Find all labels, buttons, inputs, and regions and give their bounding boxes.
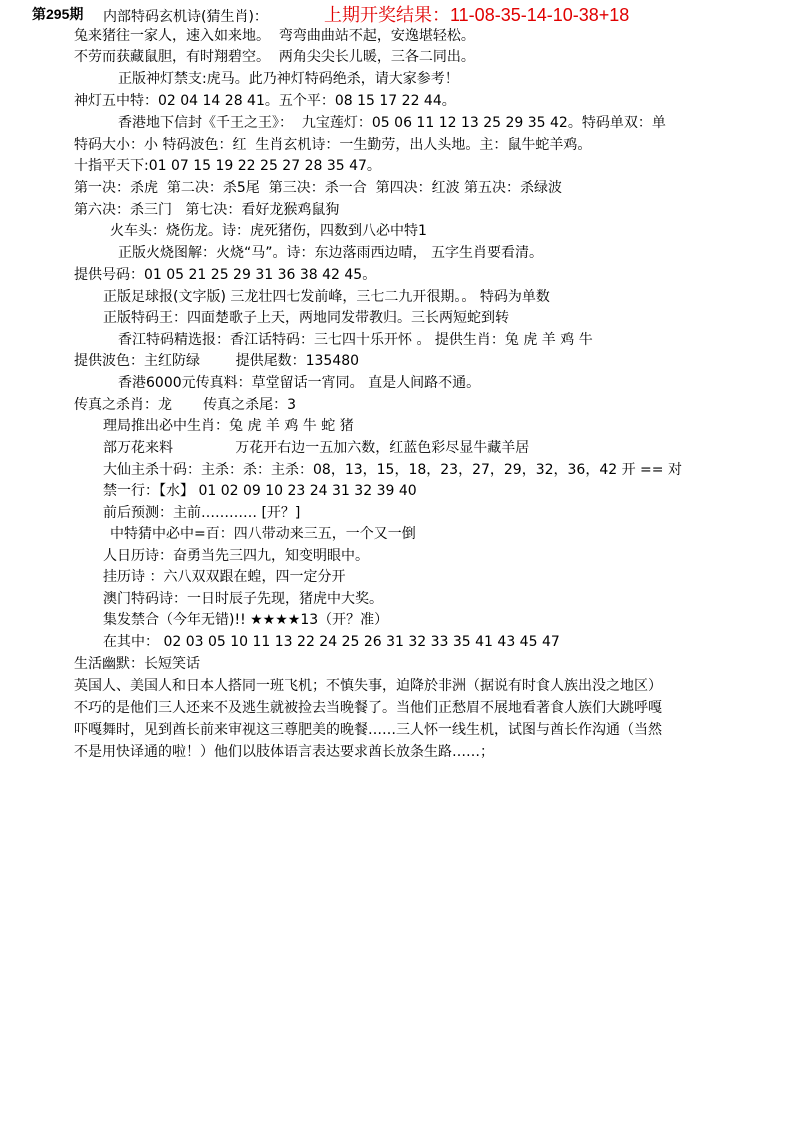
text-line: 吓嘎舞时，见到酋长前来审视这三尊肥美的晚餐……三人怀一线生机，试图与酋长作沟通（当然 (74, 722, 662, 738)
text-line: 理局推出必中生肖：兔 虎 羊 鸡 牛 蛇 猪 (103, 418, 354, 434)
text-line: 挂历诗 ：六八双双跟在蝗，四一定分开 (103, 569, 346, 585)
text-line: 人日历诗：奋勇当先三四九，知变明眼中。 (103, 548, 369, 564)
header-title: 内部特码玄机诗(猜生肖)： (103, 9, 268, 25)
text-line: 提供号码：01 05 21 25 29 31 36 38 42 45。 (74, 267, 377, 283)
text-line: 提供波色：主红防绿 提供尾数：135480 (74, 353, 360, 369)
text-line: 前后预测：主前………… [开？] (103, 505, 301, 521)
text-line: 部万花来料 万花开右边一五加六数，红蓝色彩尽显牛藏羊居 (103, 440, 530, 456)
result-label: 上期开奖结果： (324, 5, 450, 25)
text-line: 不劳而获藏鼠胆，有时翔碧空。 两角尖尖长儿暖，三各二同出。 (74, 49, 475, 65)
text-line: 香港6000元传真料：草堂留话一宵同。 直是人间路不通。 (118, 375, 481, 391)
text-line: 兔来猪往一家人，速入如来地。 弯弯曲曲站不起，安逸堪轻松。 (74, 28, 475, 44)
text-line: 第一决：杀虎 第二决：杀5尾 第三决：杀一合 第四决：红波 第五决：杀绿波 (74, 180, 563, 196)
text-line: 集发禁合（今年无错)!! ★★★★13（开？准） (103, 612, 389, 628)
text-line: 中特猜中必中=百：四八带动来三五，一个又一倒 (110, 526, 416, 542)
text-line: 不是用快译通的啦！）他们以肢体语言表达要求酋长放条生路……； (74, 744, 494, 760)
text-line: 禁一行：【水】 01 02 09 10 23 24 31 32 39 40 (103, 483, 417, 499)
text-line: 正版神灯禁支:虎马。此乃神灯特码绝杀，请大家参考！ (118, 71, 459, 87)
issue-number: 第295期 (32, 6, 84, 22)
text-line: 不巧的是他们三人还来不及逃生就被捡去当晚餐了。当他们正愁眉不展地看著食人族们大跳呼嘎 (74, 700, 662, 716)
text-line: 在其中： 02 03 05 10 11 13 22 24 25 26 31 32 33 35 41 43 45 47 (103, 634, 560, 650)
text-line: 香港地下信封《千王之王》： 九宝莲灯：05 06 11 12 13 25 29 35 42。特码单双：单 (118, 115, 666, 131)
text-line: 十指平天下:01 07 15 19 22 25 27 28 35 47。 (74, 158, 381, 174)
text-line: 正版特码王：四面楚歌子上天，两地同发带教归。三长两短蛇到转 (103, 310, 509, 326)
last-draw-result (324, 1, 629, 27)
result-numbers: 11-08-35-14-10-38+18 (450, 5, 630, 25)
text-line: 第六决：杀三门 第七决：看好龙猴鸡鼠狗 (74, 202, 340, 218)
text-line: 正版火烧图解：火烧“马”。诗：东边落雨西边晴， 五字生肖要看清。 (118, 245, 543, 261)
text-line: 英国人、美国人和日本人搭同一班飞机；不慎失事，迫降於非洲（据说有时食人族出没之地区） (74, 678, 662, 694)
text-line: 传真之杀肖：龙 传真之杀尾：3 (74, 397, 297, 413)
text-line: 香江特码精选报：香江话特码：三七四十乐开怀 。 提供生肖：兔 虎 羊 鸡 牛 (118, 332, 593, 348)
text-line: 大仙主杀十码：主杀：杀：主杀：08，13，15，18，23，27，29，32，36，42 开 == 对 (103, 462, 682, 478)
text-line: 正版足球报(文字版) 三龙壮四七发前峰，三七二九开很期。。 特码为单数 (103, 289, 550, 305)
text-line: 神灯五中特：02 04 14 28 41。五个平：08 15 17 22 44。 (74, 93, 456, 109)
text-line: 火车头：烧伤龙。诗：虎死猪伤，四数到八必中特1 (110, 223, 427, 239)
text-line: 特码大小：小 特码波色：红 生肖玄机诗：一生勤劳，出人头地。主：鼠牛蛇羊鸡。 (74, 137, 592, 153)
text-line: 生活幽默：长短笑话 (74, 656, 200, 672)
text-line: 澳门特码诗：一日时辰子先现，猪虎中大奖。 (103, 591, 383, 607)
